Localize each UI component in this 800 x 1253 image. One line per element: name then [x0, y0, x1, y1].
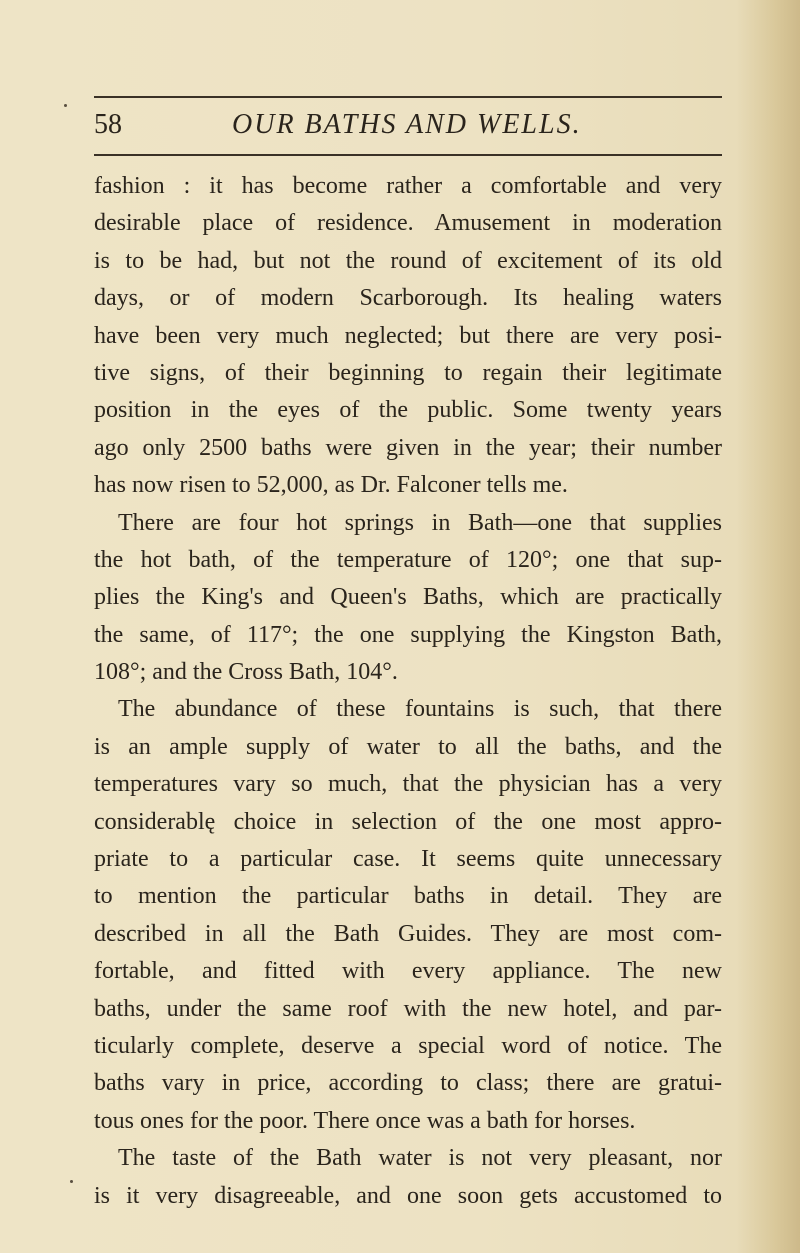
text-line: The abundance of these fountains is such, that there — [118, 696, 722, 723]
text-line: priate to a particular case. It seems quite unnecessary — [94, 846, 722, 873]
margin-speck — [64, 104, 67, 107]
text-line: have been very much neglected; but there are very posi- — [94, 322, 722, 349]
text-line: desirable place of residence. Amusement in moderation — [94, 210, 722, 237]
text-line: has now risen to 52,000, as Dr. Falconer tells me. — [94, 472, 568, 499]
header-rule-bottom — [94, 154, 722, 156]
running-head-title: OUR BATHS AND WELLS. — [232, 109, 582, 140]
text-line: baths vary in price, according to class; there are gratui- — [94, 1070, 722, 1097]
header-rule-top — [94, 96, 722, 98]
text-line: tive signs, of their beginning to regain their legitimate — [94, 359, 722, 386]
text-line: plies the King's and Queen's Baths, which are practically — [94, 584, 722, 611]
text-line: considerablę choice in selection of the one most appro- — [94, 808, 722, 835]
text-line: fortable, and fitted with every appliance. The new — [94, 958, 722, 985]
text-line: baths, under the same roof with the new hotel, and par- — [94, 995, 722, 1022]
text-line: is to be had, but not the round of excitement of its old — [94, 247, 722, 274]
page-number: 58 — [94, 109, 122, 140]
text-line: to mention the particular baths in detail. They are — [94, 883, 722, 910]
text-line: the same, of 117°; the one supplying the Kingston Bath, — [94, 621, 722, 648]
text-line: temperatures vary so much, that the physician has a very — [94, 771, 722, 798]
text-line: fashion : it has become rather a comfortable and very — [94, 173, 722, 199]
text-line: is it very disagreeable, and one soon gets accustomed to — [94, 1182, 722, 1209]
text-line: position in the eyes of the public. Some twenty years — [94, 397, 722, 424]
text-line: The taste of the Bath water is not very pleasant, nor — [118, 1145, 722, 1172]
text-line: described in all the Bath Guides. They are most com- — [94, 920, 722, 947]
margin-speck — [70, 1180, 73, 1183]
text-line: ticularly complete, deserve a special word of notice. The — [94, 1032, 722, 1059]
text-line: the hot bath, of the temperature of 120°; one that sup- — [94, 546, 722, 573]
text-line: is an ample supply of water to all the baths, and the — [94, 733, 722, 760]
text-line: tous ones for the poor. There once was a bath for horses. — [94, 1107, 636, 1134]
body-text — [94, 168, 722, 1215]
text-line: ago only 2500 baths were given in the year; their number — [94, 434, 722, 461]
text-line: There are four hot springs in Bath—one that supplies — [118, 509, 722, 536]
text-line: 108°; and the Cross Bath, 104°. — [94, 659, 398, 686]
text-line: days, or of modern Scarborough. Its healing waters — [94, 285, 722, 312]
